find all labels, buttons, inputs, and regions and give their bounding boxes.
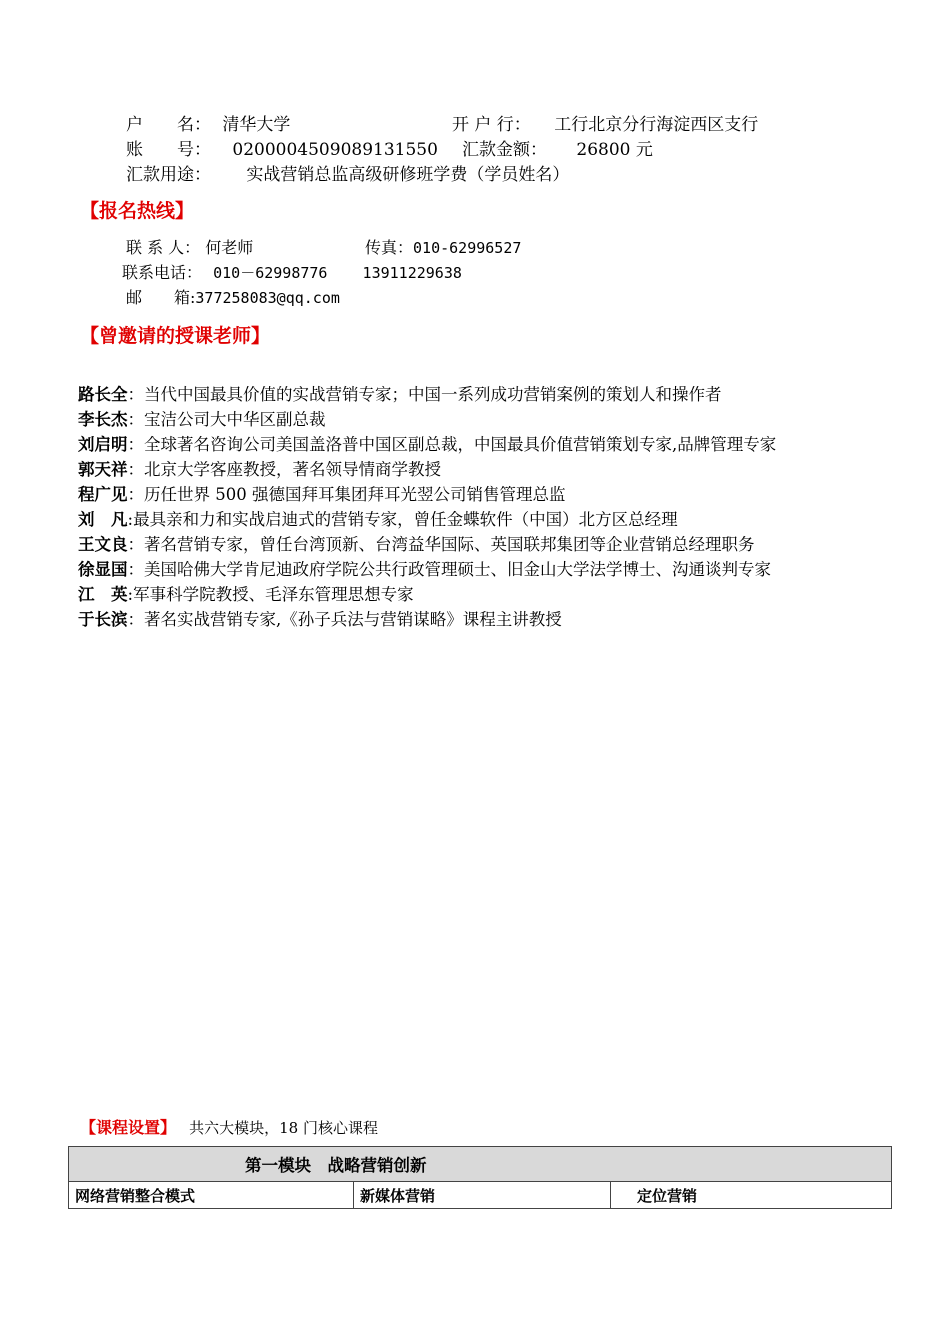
- module-title-cell: [69, 1147, 892, 1182]
- account-no-value: 0200004509089131550: [232, 140, 438, 160]
- bank-label: 开 户 行：: [452, 115, 531, 135]
- contact-row: [126, 235, 253, 258]
- phone2-value: 13911229638: [362, 264, 462, 282]
- teacher-desc: 最具亲和力和实战启迪式的营销专家，曾任金蝶软件（中国）北方区总经理: [133, 510, 678, 529]
- course-subtitle: 共六大模块，18 门核心课程: [189, 1119, 378, 1137]
- teacher-name: 王文良: [78, 535, 128, 554]
- email-row: [126, 285, 340, 308]
- teacher-desc: 当代中国最具价值的实战营销专家；中国一系列成功营销案例的策划人和操作者: [144, 385, 722, 404]
- fax-row: [365, 235, 521, 258]
- bank-value: 工行北京分行海淀西区支行: [554, 115, 759, 135]
- account-name-value: 清华大学: [222, 115, 291, 135]
- teacher-item: 路长全：当代中国最具价值的实战营销专家；中国一系列成功营销案例的策划人和操作者: [78, 385, 722, 404]
- teacher-item: 江 英:军事科学院教授、毛泽东管理思想专家: [78, 585, 414, 604]
- contact-label: 联 系 人：: [126, 238, 201, 257]
- account-no-row: [126, 135, 438, 160]
- module-table: [68, 1146, 892, 1209]
- course-cell: 新媒体营销: [354, 1182, 611, 1209]
- teacher-item: 刘启明：全球著名咨询公司美国盖洛普中国区副总裁，中国最具价值营销策划专家,品牌管理专家: [78, 435, 777, 454]
- teacher-desc: 全球著名咨询公司美国盖洛普中国区副总裁，中国最具价值营销策划专家,品牌管理专家: [144, 435, 777, 454]
- phone-label: 联系电话：: [122, 263, 203, 282]
- teacher-name: 程广见: [78, 485, 128, 504]
- phone1-value: 010－62998776: [213, 264, 328, 282]
- amount-label: 汇款金额：: [462, 140, 547, 160]
- table-row: [69, 1182, 892, 1209]
- amount-value: 26800 元: [576, 140, 653, 160]
- course-cell: 定位营销: [611, 1182, 892, 1209]
- purpose-label: 汇款用途：: [126, 165, 211, 185]
- teacher-name: 郭天祥: [78, 460, 128, 479]
- purpose-row: [126, 160, 569, 185]
- course-title: 【课程设置】: [80, 1118, 177, 1137]
- teacher-item: 徐显国：美国哈佛大学肯尼迪政府学院公共行政管理硕士、旧金山大学法学博士、沟通谈判专家: [78, 560, 771, 579]
- phone-row: [122, 260, 462, 283]
- teacher-item: 郭天祥：北京大学客座教授，著名领导情商学教授: [78, 460, 441, 479]
- amount-row: [462, 135, 653, 160]
- fax-value: 010-62996527: [413, 239, 522, 257]
- email-value[interactable]: 377258083@qq.com: [195, 289, 340, 307]
- purpose-value: 实战营销总监高级研修班学费（学员姓名）: [246, 165, 570, 185]
- teacher-desc: 美国哈佛大学肯尼迪政府学院公共行政管理硕士、旧金山大学法学博士、沟通谈判专家: [144, 560, 771, 579]
- account-name-row: [126, 110, 290, 135]
- course-cell: 网络营销整合模式: [69, 1182, 354, 1209]
- account-no-label: 账 号：: [126, 140, 211, 160]
- teacher-name: 徐显国: [78, 560, 128, 579]
- teacher-desc: 北京大学客座教授，著名领导情商学教授: [144, 460, 441, 479]
- teacher-desc: 著名实战营销专家,《孙子兵法与营销谋略》课程主讲教授: [144, 610, 562, 629]
- teacher-list: [78, 382, 890, 632]
- email-label: 邮 箱:: [126, 288, 196, 307]
- fax-label: 传真：: [365, 238, 414, 257]
- course-header: [80, 1115, 378, 1138]
- teacher-item: 王文良：著名营销专家，曾任台湾顶新、台湾益华国际、英国联邦集团等企业营销总经理职务: [78, 535, 755, 554]
- teacher-name: 路长全: [78, 385, 128, 404]
- teacher-name: 李长杰: [78, 410, 128, 429]
- teacher-name: 于长滨: [78, 610, 128, 629]
- teacher-desc: 军事科学院教授、毛泽东管理思想专家: [133, 585, 414, 604]
- teacher-item: 李长杰：宝洁公司大中华区副总裁: [78, 410, 326, 429]
- teacher-name: 江 英: [78, 585, 128, 604]
- teacher-desc: 著名营销专家，曾任台湾顶新、台湾益华国际、英国联邦集团等企业营销总经理职务: [144, 535, 755, 554]
- teacher-item: 刘 凡:最具亲和力和实战启迪式的营销专家，曾任金蝶软件（中国）北方区总经理: [78, 510, 678, 529]
- teacher-item: 于长滨：著名实战营销专家,《孙子兵法与营销谋略》课程主讲教授: [78, 610, 562, 629]
- bank-row: [452, 110, 758, 135]
- teachers-title: 【曾邀请的授课老师】: [80, 325, 271, 347]
- teacher-desc: 历任世界 500 强德国拜耳集团拜耳光翌公司销售管理总监: [144, 485, 566, 504]
- teacher-name: 刘启明: [78, 435, 128, 454]
- contact-value: 何老师: [205, 238, 254, 257]
- module-title: 第一模块 战略营销创新: [245, 1156, 427, 1175]
- hotline-title: 【报名热线】: [80, 200, 195, 222]
- teacher-item: 程广见：历任世界 500 强德国拜耳集团拜耳光翌公司销售管理总监: [78, 485, 566, 504]
- teacher-name: 刘 凡: [78, 510, 128, 529]
- teacher-desc: 宝洁公司大中华区副总裁: [144, 410, 326, 429]
- account-name-label: 户 名：: [126, 115, 211, 135]
